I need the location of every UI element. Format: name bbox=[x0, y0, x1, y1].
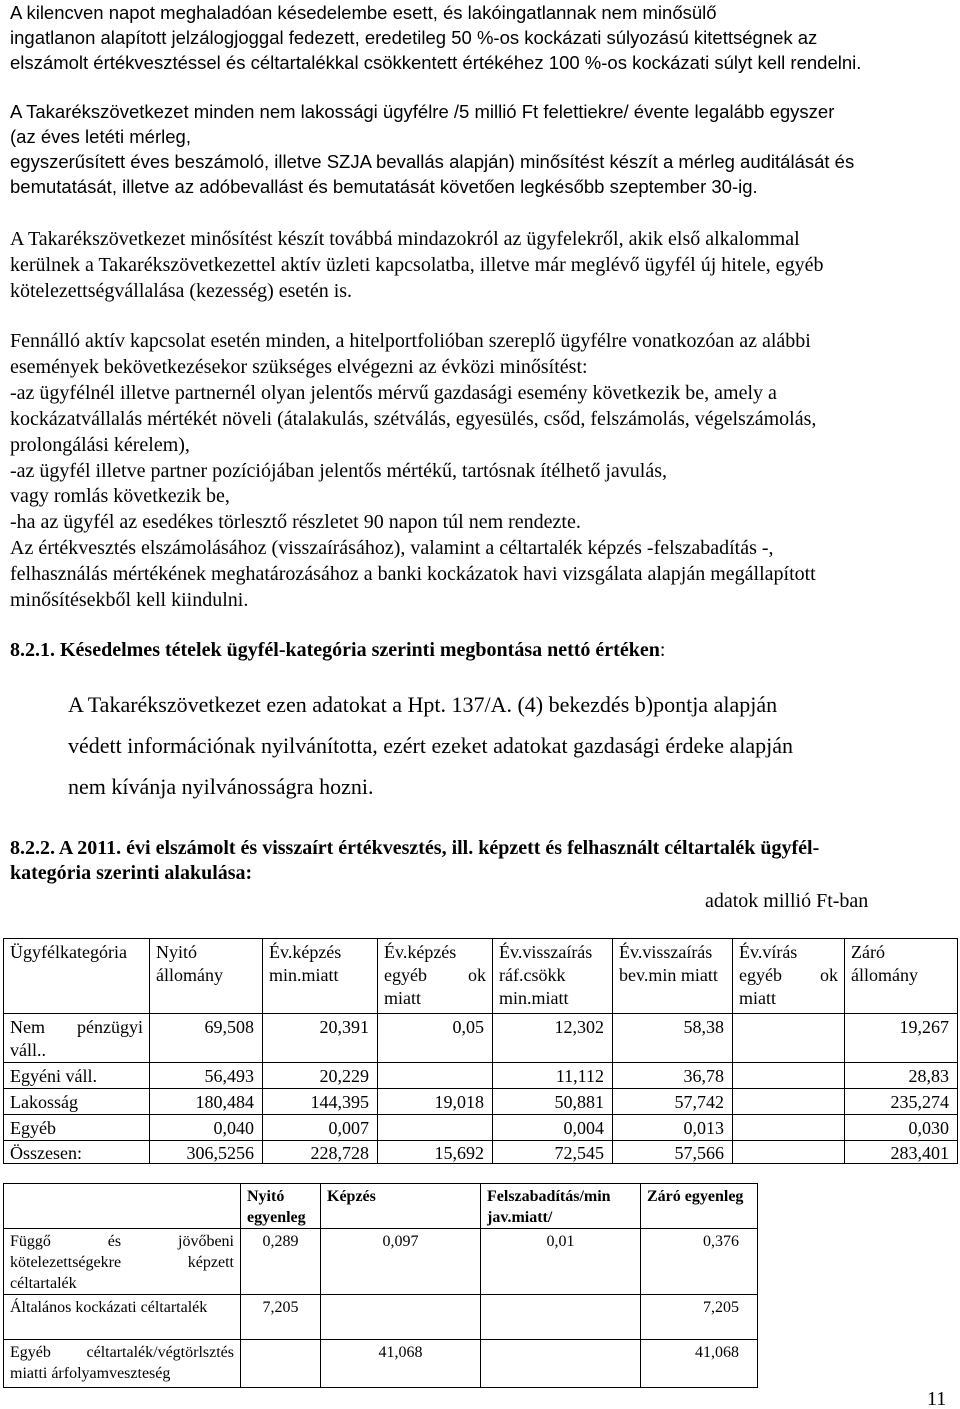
value-cell: 180,484 bbox=[150, 1089, 263, 1115]
paragraph-risk-weight bbox=[10, 0, 955, 75]
value-cell bbox=[481, 1340, 641, 1388]
text-line: Fennálló aktív kapcsolat esetén minden, a hitelportfolióban szereplő ügyfélre vonatkozóan az alábbi bbox=[10, 330, 811, 352]
text-line: kategória szerinti alakulása: bbox=[10, 861, 253, 884]
table-row bbox=[4, 1089, 958, 1115]
value-cell: 58,38 bbox=[613, 1014, 733, 1063]
text-line: vagy romlás következik be, bbox=[10, 485, 230, 508]
section-title: Késedelmes tételek ügyfél-kategória szerinti megbontása nettó értéken bbox=[60, 639, 660, 661]
row-label-cell: Egyéni váll. bbox=[4, 1063, 150, 1089]
column-header: Év.visszaírás bev.min miatt bbox=[613, 939, 733, 1014]
row-label-cell: Általános kockázati céltartalék bbox=[4, 1295, 241, 1340]
row-label-cell: Függő és jövőbeni kötelezettségekre képzett céltartalék bbox=[4, 1229, 241, 1295]
table-row bbox=[4, 1115, 958, 1141]
text-line: -az ügyfélnél illetve partnernél olyan jelentős mérvű gazdasági esemény következik be, amely a bbox=[10, 381, 777, 404]
value-cell: 0,004 bbox=[493, 1115, 613, 1141]
value-cell: 56,493 bbox=[150, 1063, 263, 1089]
section-colon: : bbox=[659, 639, 666, 661]
value-cell: 19,018 bbox=[378, 1089, 493, 1115]
value-cell bbox=[733, 1089, 845, 1115]
table-row bbox=[4, 1141, 958, 1164]
value-cell: 0,097 bbox=[321, 1229, 481, 1295]
value-cell: 41,068 bbox=[321, 1340, 481, 1388]
text-line: nem kívánja nyilvánosságra hozni. bbox=[68, 773, 374, 799]
value-cell: 20,229 bbox=[263, 1063, 378, 1089]
value-cell bbox=[378, 1115, 493, 1141]
value-cell: 0,040 bbox=[150, 1115, 263, 1141]
value-cell: 7,205 bbox=[641, 1295, 758, 1340]
value-cell: 12,302 bbox=[493, 1014, 613, 1063]
column-header: Nyitó állomány bbox=[150, 939, 263, 1014]
column-header: Év.visszaírás ráf.csökk min.miatt bbox=[493, 939, 613, 1014]
column-header: Záró állomány bbox=[845, 939, 958, 1014]
column-header: Záró egyenleg bbox=[641, 1184, 758, 1229]
text-line: események bekövetkezésekor szükséges elvégezni az évközi minősítést: bbox=[10, 355, 588, 378]
value-cell bbox=[378, 1063, 493, 1089]
value-cell: 15,692 bbox=[378, 1141, 493, 1164]
paragraph-annual-rating bbox=[10, 99, 955, 199]
text-line: védett információnak nyilvánította, ezért ezeket adatokat gazdasági érdeke alapján bbox=[68, 732, 794, 758]
section-number: 8.2.1. bbox=[10, 639, 55, 661]
value-cell bbox=[733, 1014, 845, 1063]
value-cell: 7,205 bbox=[241, 1295, 321, 1340]
value-cell: 0,007 bbox=[263, 1115, 378, 1141]
value-cell: 50,881 bbox=[493, 1089, 613, 1115]
value-cell: 306,5256 bbox=[150, 1141, 263, 1164]
text-line: A Takarékszövetkezet minden nem lakossági ügyfélre /5 millió Ft felettiekre/ évente legalább egyszer bbox=[10, 100, 835, 122]
text-line: Az értékvesztés elszámolásához (visszaírásához), valamint a céltartalék képzés -felszabadítás -, bbox=[10, 537, 774, 560]
section-heading-8-2-1 bbox=[10, 637, 955, 663]
value-cell: 57,566 bbox=[613, 1141, 733, 1164]
value-cell bbox=[481, 1295, 641, 1340]
row-label-cell: Egyéb céltartalék/végtörlsztés miatti árfolyamveszteség bbox=[4, 1340, 241, 1388]
value-cell bbox=[733, 1115, 845, 1141]
text-line: -ha az ügyfél az esedékes törlesztő részletet 90 napon túl nem rendezte. bbox=[10, 511, 581, 534]
text-line: prolongálási kérelem), bbox=[10, 433, 190, 456]
value-cell: 36,78 bbox=[613, 1063, 733, 1089]
column-header: Nyitó egyenleg bbox=[241, 1184, 321, 1229]
value-cell bbox=[321, 1295, 481, 1340]
row-label-cell: Nem pénzügyi váll.. bbox=[4, 1014, 150, 1063]
value-cell: 144,395 bbox=[263, 1089, 378, 1115]
text-line: A Takarékszövetkezet minősítést készít továbbá mindazokról az ügyfelekről, akik első alkalommal bbox=[10, 228, 800, 250]
text-line: -az ügyfél illetve partner pozíciójában jelentős mértékű, tartósnak ítélhető javulás, bbox=[10, 459, 667, 482]
value-cell: 19,267 bbox=[845, 1014, 958, 1063]
text-line: ingatlanon alapított jelzálogjoggal fedezett, eredetileg 50 %-os kockázati súlyozású kitettségnek az bbox=[10, 27, 818, 48]
value-cell bbox=[241, 1340, 321, 1388]
value-cell: 228,728 bbox=[263, 1141, 378, 1164]
column-header: Év.vírás egyéb ok miatt bbox=[733, 939, 845, 1014]
table-row bbox=[4, 1340, 758, 1388]
text-line: minősítésekből kell kiindulni. bbox=[10, 589, 249, 612]
column-header: Év.képzés egyéb ok miatt bbox=[378, 939, 493, 1014]
page-number: 11 bbox=[927, 1388, 947, 1409]
column-header bbox=[4, 1184, 241, 1229]
value-cell: 72,545 bbox=[493, 1141, 613, 1164]
text-line: (az éves letéti mérleg, bbox=[10, 125, 191, 147]
text-line: elszámolt értékvesztéssel és céltartalékkal csökkentett értékéhez 100 %-os kockázati súlyt kell rendelni. bbox=[10, 52, 862, 73]
row-label-cell: Egyéb bbox=[4, 1115, 150, 1141]
units-note: adatok millió Ft-ban bbox=[705, 890, 869, 912]
value-cell: 0,030 bbox=[845, 1115, 958, 1141]
text-line: A Takarékszövetkezet ezen adatokat a Hpt. 137/A. (4) bekezdés b)pontja alapján bbox=[68, 691, 778, 717]
text-line: egyszerűsített éves beszámoló, illetve SZJA bevallás alapján) minősítést készít a mérleg auditálását és bbox=[10, 150, 855, 172]
text-line: kerülnek a Takarékszövetkezettel aktív üzleti kapcsolatba, illetve már meglévő ügyfél új hitele, egyéb bbox=[10, 253, 824, 276]
text-line: kockázatvállalás mértékét növeli (átalakulás, szétválás, egyesülés, csőd, felszámolás, végelszámolás, bbox=[10, 407, 817, 430]
value-cell: 28,83 bbox=[845, 1063, 958, 1089]
column-header: Év.képzés min.miatt bbox=[263, 939, 378, 1014]
value-cell: 0,05 bbox=[378, 1014, 493, 1063]
value-cell: 235,274 bbox=[845, 1089, 958, 1115]
value-cell bbox=[733, 1141, 845, 1164]
row-label-cell: Lakosság bbox=[4, 1089, 150, 1115]
provision-table bbox=[3, 1183, 758, 1388]
value-cell: 20,391 bbox=[263, 1014, 378, 1063]
table-header-row bbox=[4, 1184, 758, 1229]
impairment-by-category-table bbox=[3, 938, 958, 1164]
text-line: A kilencven napot meghaladóan késedelembe esett, és lakóingatlannak nem minősülő bbox=[10, 2, 717, 23]
value-cell: 0,289 bbox=[241, 1229, 321, 1295]
table-row bbox=[4, 1063, 958, 1089]
row-label-cell: Összesen: bbox=[4, 1141, 150, 1164]
paragraph-new-client-rating bbox=[10, 227, 955, 305]
value-cell: 69,508 bbox=[150, 1014, 263, 1063]
value-cell: 0,01 bbox=[481, 1229, 641, 1295]
value-cell: 57,742 bbox=[613, 1089, 733, 1115]
value-cell: 283,401 bbox=[845, 1141, 958, 1164]
table-header-row bbox=[4, 939, 958, 1014]
value-cell: 41,068 bbox=[641, 1340, 758, 1388]
value-cell: 0,013 bbox=[613, 1115, 733, 1141]
text-line: bemutatását, illetve az adóbevallást és bemutatását követően legkésőbb szeptember 30-ig. bbox=[10, 175, 758, 197]
section-heading-8-2-2 bbox=[10, 836, 955, 886]
text-line: 8.2.2. A 2011. évi elszámolt és visszaírt értékvesztés, ill. képzett és felhasznált céltartalék ügyfél- bbox=[10, 836, 820, 859]
text-line: felhasználás mértékének meghatározásához a banki kockázatok havi vizsgálata alapján megállapított bbox=[10, 563, 816, 586]
column-header: Képzés bbox=[321, 1184, 481, 1229]
value-cell bbox=[733, 1063, 845, 1089]
text-line: kötelezettségvállalása (kezesség) esetén is. bbox=[10, 279, 353, 302]
column-header: Felszabadítás/min jav.miatt/ bbox=[481, 1184, 641, 1229]
value-cell: 11,112 bbox=[493, 1063, 613, 1089]
table-row bbox=[4, 1229, 758, 1295]
value-cell: 0,376 bbox=[641, 1229, 758, 1295]
paragraph-interim-rating bbox=[10, 329, 955, 614]
column-header: Ügyfélkategória bbox=[4, 939, 150, 1014]
table-row bbox=[4, 1295, 758, 1340]
confidentiality-notice bbox=[68, 684, 948, 807]
table-row bbox=[4, 1014, 958, 1063]
